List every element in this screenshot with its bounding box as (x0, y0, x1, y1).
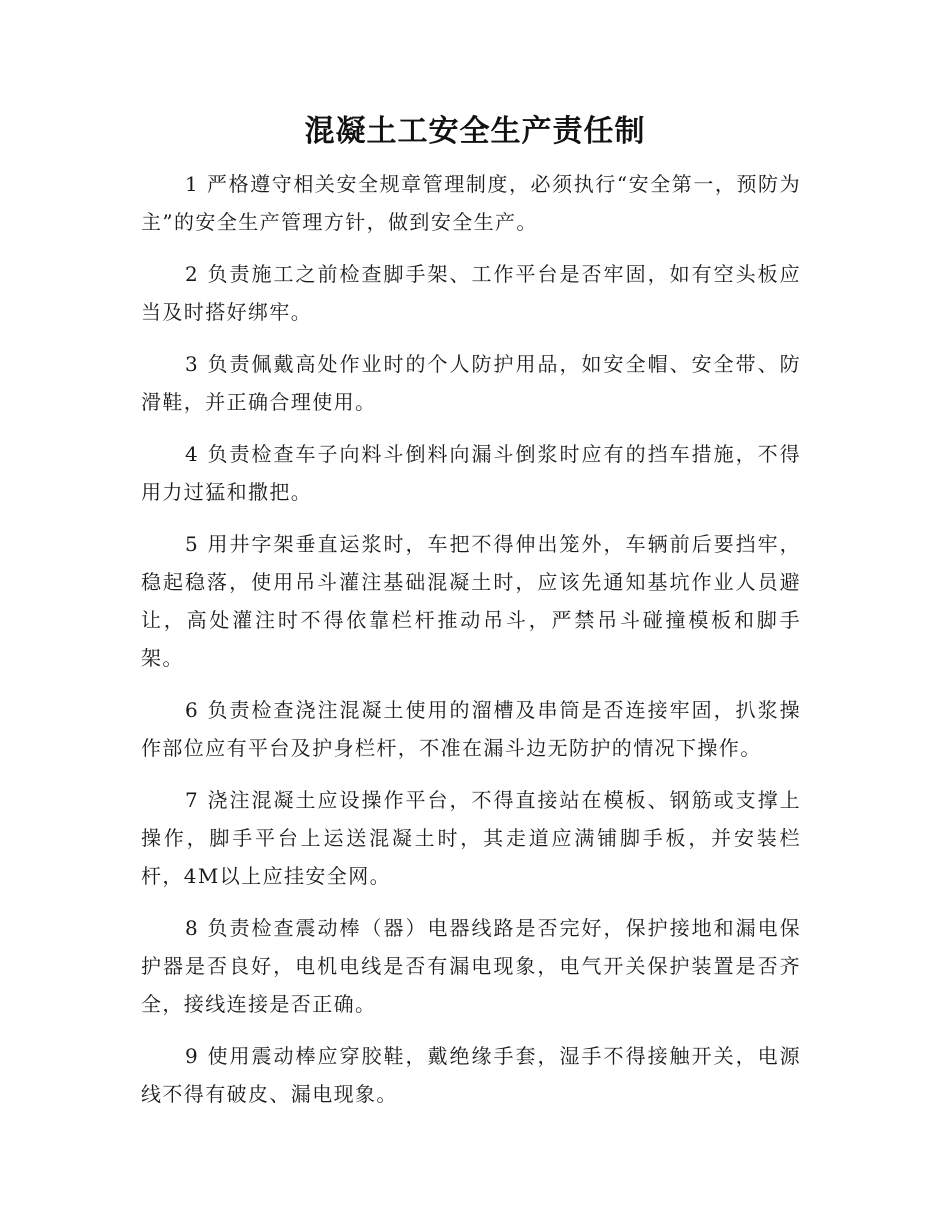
paragraph-2: 2 负责施工之前检查脚手架、工作平台是否牢固，如有空头板应当及时搭好绑牢。 (141, 262, 801, 324)
document-body (141, 165, 801, 1127)
paragraph-6: 6 负责检查浇注混凝土使用的溜槽及串筒是否连接牢固，扒浆操作部位应有平台及护身栏杆，不准在漏斗边无防护的情况下操作。 (141, 698, 801, 760)
paragraph-7: 7 浇注混凝土应设操作平台，不得直接站在模板、钢筋或支撑上操作，脚手平台上运送混凝土时，其走道应满铺脚手板，并安装栏杆，4M以上应挂安全网。 (141, 788, 801, 888)
paragraph-5: 5 用井字架垂直运浆时，车把不得伸出笼外，车辆前后要挡牢，稳起稳落，使用吊斗灌注基础混凝土时，应该先通知基坑作业人员避让，高处灌注时不得依靠栏杆推动吊斗，严禁吊斗碰撞模板和脚手架。 (141, 532, 801, 670)
paragraph-9: 9 使用震动棒应穿胶鞋，戴绝缘手套，湿手不得接触开关，电源线不得有破皮、漏电现象。 (141, 1044, 801, 1106)
paragraph-3: 3 负责佩戴高处作业时的个人防护用品，如安全帽、安全带、防滑鞋，并正确合理使用。 (141, 352, 801, 414)
paragraph-8: 8 负责检查震动棒（器）电器线路是否完好，保护接地和漏电保护器是否良好，电机电线是否有漏电现象，电气开关保护装置是否齐全，接线连接是否正确。 (141, 916, 801, 1016)
paragraph-1: 1 严格遵守相关安全规章管理制度，必须执行“安全第一，预防为主”的安全生产管理方针，做到安全生产。 (141, 172, 801, 234)
paragraph-4: 4 负责检查车子向料斗倒料向漏斗倒浆时应有的挡车措施，不得用力过猛和撒把。 (141, 442, 801, 504)
document-title: 混凝土工安全生产责任制 (304, 114, 646, 149)
